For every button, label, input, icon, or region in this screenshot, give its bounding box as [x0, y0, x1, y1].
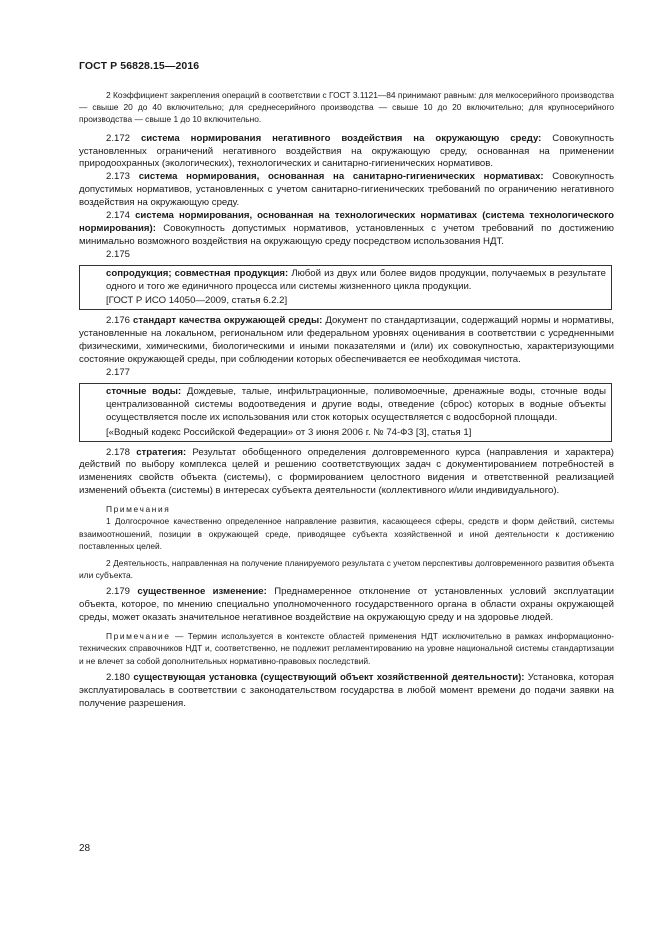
term-2175-reference: [ГОСТ Р ИСО 14050—2009, статья 6.2.2]: [106, 295, 288, 307]
notes-heading: Примечания: [106, 504, 171, 515]
term-2177-box: [79, 383, 612, 442]
term-2178: 2.178 стратегия: Результат обобщенного определения долговременного курса (направления и характера) действий по выбору комплекса целей и решению соответствующих задач с документированием потребностей в изменениях свойств объекта (системы), с формированием целостного видения и ответственной реализацией изменений объекта (системы) в интересах субъекта деятельности (коллективного и/или индивидуального).: [79, 446, 614, 497]
term-2175-number: 2.175: [106, 248, 131, 260]
note-2179: Примечание — Термин используется в контексте областей применения НДТ исключительно в рамках информационно-технических справочников НДТ и, соответственно, не подлежит регламентированию на уровне национальной системы стандартизации и не влечет за собой дополнительных нормативно-правовых последствий.: [79, 631, 614, 666]
term-2180: 2.180 существующая установка (существующий объект хозяйственной деятельности): Установка, которая эксплуатировалась в соответствии с законодательством государства в любой момент времени до подачи заявки на получение разрешения.: [79, 671, 615, 709]
term-2174: 2.174 система нормирования, основанная на технологических нормативах (система технологического нормирования): Совокупность допустимых нормативов, установленных с учетом требований по достижению минимально возможного воздействия на окружающую среду посредством использования НДТ.: [79, 210, 615, 247]
page-header: ГОСТ Р 56828.15—2016: [79, 60, 200, 72]
term-2175: сопродукция; совместная продукция: Любой из двух или более видов продукции, получаемых в результате одного и того же единичного процесса или системы жизненного цикла продукции.: [106, 267, 606, 292]
note-2178-1: 1 Долгосрочное качественно определенное направление развития, касающееся сферы, средств и форм действий, системы взаимоотношений, позиции в окружающей среде, приводящее субъекта хозяйственной и иной деятельности к достижению поставленных целей.: [79, 516, 614, 551]
term-2172: 2.172 система нормирования негативного воздействия на окружающую среду: Совокупность установленных ограничений негативного воздействия на окружающую среду, основанная на применении природоохранных (экологических), технологических и санитарно-гигиенических нормативов.: [79, 132, 614, 170]
term-2175-box: [79, 265, 612, 311]
term-2177-reference: [«Водный кодекс Российской Федерации» от 3 июня 2006 г. № 74-ФЗ [3], статья 1]: [106, 426, 472, 438]
term-2179: 2.179 существенное изменение: Преднамеренное отклонение от установленных условий эксплуатации объекта, которое, по мнению специально уполномоченного государственного органа в области охраны окружающей среды, может оказать значительное негативное воздействие на окружающую среду и на здоровье людей.: [79, 586, 615, 624]
term-2177-number: 2.177: [106, 367, 131, 379]
note-top: 2 Коэффициент закрепления операций в соответствии с ГОСТ 3.1121—84 принимают равным: для мелкосерийного производства — свыше 20 до 40 включительно; для среднесерийного производства — свыше 10 до 20 включительно; для крупносерийного производства — свыше 1 до 10 включительно.: [79, 90, 614, 125]
term-2177: сточные воды: Дождевые, талые, инфильтрационные, поливомоечные, дренажные воды, сточные воды централизованной системы водоотведения и другие воды, отведение (сброс) которых в водные объекты осуществляется после их использования или сток которых осуществляется с водосборной площади.: [106, 385, 606, 423]
term-2176: 2.176 стандарт качества окружающей среды: Документ по стандартизации, содержащий нормы и нормативы, установленные на локальном, региональном или федеральном уровнях оценивания в соответствии с усредненными физическими, химическими, биологическими и иными показателями и (или) их совокупностью, характеризующими состояние окружающей среды, при соблюдении которых обеспечивается ее необходимая чистота.: [79, 315, 614, 366]
term-2173: 2.173 система нормирования, основанная на санитарно-гигиенических нормативах: Совокупность допустимых нормативов, установленных с учетом санитарно-гигиенических требований по ограничению негативного воздействия на окружающую среду.: [79, 171, 615, 209]
page-number: 28: [79, 843, 91, 854]
note-2178-2: 2 Деятельность, направленная на получение планируемого результата с учетом перспективы долговременного развития объекта или субъекта.: [79, 557, 614, 581]
page-content: [79, 89, 614, 710]
